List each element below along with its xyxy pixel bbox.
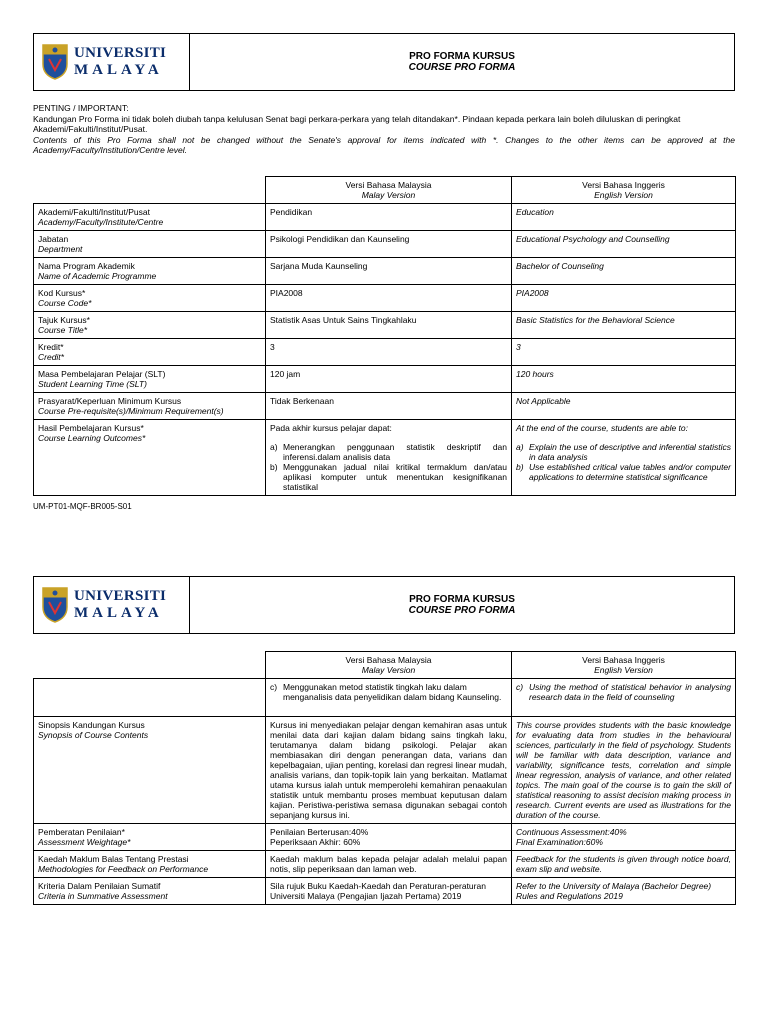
university-logo (34, 34, 190, 90)
table-row: Prasyarat/Keperluan Minimum Kursus Course Pre-requisite(s)/Minimum Requirement(s) Tidak Berkenaan Not Applicable (34, 393, 736, 420)
list-item: c) Using the method of statistical behavior in analysing research data in the field of counseling (516, 682, 731, 702)
column-header-malay: Versi Bahasa Malaysia Malay Version (266, 652, 512, 679)
important-notice (33, 103, 735, 156)
list-item: a) Explain the use of descriptive and inferential statistics in data analysis (516, 442, 731, 462)
title-english: COURSE PRO FORMA (408, 605, 516, 616)
table-row-assessment: Pemberatan Penilaian* Assessment Weightage* Penilaian Berterusan:40% Peperiksaan Akhir: 60% Continuous Assessment:40% Final Examination:60% (34, 824, 736, 851)
important-label: PENTING / IMPORTANT: (33, 103, 129, 113)
column-header-english: Versi Bahasa Inggeris English Version (512, 652, 736, 679)
table-row: Kod Kursus* Course Code* PIA2008 PIA2008 (34, 285, 736, 312)
list-item: b) Menggunakan jadual nilai kritikal termaklum dan/atau aplikasi komputer untuk menentukan kesignifikanan statistikal (270, 462, 507, 492)
title-malay: PRO FORMA KURSUS (409, 51, 515, 62)
logo-line-2: MALAYA (74, 62, 163, 78)
crest-icon (42, 587, 68, 623)
logo-line-2: MALAYA (74, 605, 163, 621)
page-header (33, 33, 735, 91)
crest-icon (42, 44, 68, 80)
logo-line-1: UNIVERSITI (74, 588, 167, 604)
table-row: Tajuk Kursus* Course Title* Statistik Asas Untuk Sains Tingkahlaku Basic Statistics for the Behavioral Science (34, 312, 736, 339)
list-item: c) Menggunakan metod statistik tingkah laku dalam menganalisis data penyelidikan dalam bidang Kaunseling. (270, 682, 502, 702)
title-english: COURSE PRO FORMA (408, 62, 516, 73)
logo-line-1: UNIVERSITI (74, 45, 167, 61)
table-row: Akademi/Fakulti/Institut/Pusat Academy/Faculty/Institute/Centre Pendidikan Education (34, 204, 736, 231)
list-item: a) Menerangkan penggunaan statistik deskriptif dan inferensi.dalam analisis data (270, 442, 507, 462)
column-header-english: Versi Bahasa Inggeris English Version (512, 177, 736, 204)
page-2 (33, 576, 735, 901)
table-row-feedback: Kaedah Maklum Balas Tentang Prestasi Methodologies for Feedback on Performance Kaedah maklum balas kepada pelajar adalah melalui papan notis, slip peperiksaan dan laman web. Feedback for the students is given through notice board, exam slip and website. (34, 851, 736, 878)
title-malay: PRO FORMA KURSUS (409, 594, 515, 605)
university-logo (34, 577, 190, 633)
page-header (33, 576, 735, 634)
table-row-synopsis: Sinopsis Kandungan Kursus Synopsis of Course Contents Kursus ini menyediakan pelajar dengan kemahiran asas untuk menilai data dari kajian dalam bidang sains tingkah laku, terutamanya dalam bidang psikologi. Pelajar akan membiasakan diri dengan penerangan data, varians dan kepelbagaian, ujian penting, korelasi dan regresi linear mudah, analisis varians, dan topik-topik lain yang berkaitan. Matlamat utama kursus ialah untuk memperolehi kemahiran penaakulan statistik untuk membantu proses membuat keputusan dalam kajian. Peristiwa-peristiwa semasa digunakan sebagai contoh sepanjang kursus ini. This course provides students with the basic knowledge for evaluating data from studies in the behavioural sciences, particularly in the field of psychology. Students will be familiar with data description, variance and variability, significance tests, correlation and simple linear regression, analysis of variance, and other related topics. The main goal of the course is to gain the skill of statistical reasoning to assist decision making process in research. Current events are used as illustrations for the duration of the course. (34, 717, 736, 824)
table-row: Kredit* Credit* 3 3 (34, 339, 736, 366)
important-text-malay: Kandungan Pro Forma ini tidak boleh diubah tanpa kelulusan Senat bagi perkara-perkara yang telah ditandakan*. Pindaan kepada perkara lain boleh diluluskan di peringkat Akademi/Fakulti/Institut/Pusat. (33, 113, 681, 134)
important-text-english: Contents of this Pro Forma shall not be changed without the Senate's approval for items indicated with *. Changes to the other items can be approved at the Academy/Faculty/Institution/Centre level. (33, 134, 735, 155)
table-row: Masa Pembelajaran Pelajar (SLT) Student Learning Time (SLT) 120 jam 120 hours (34, 366, 736, 393)
column-header-malay: Versi Bahasa Malaysia Malay Version (266, 177, 512, 204)
table-row: Nama Program Akademik Name of Academic Programme Sarjana Muda Kaunseling Bachelor of Counseling (34, 258, 736, 285)
course-table-page-1 (33, 176, 736, 496)
table-row-outcomes: Hasil Pembelajaran Kursus* Course Learning Outcomes* Pada akhir kursus pelajar dapat: a) Menerangkan penggunaan statistik deskriptif dan inferensi.dalam analisis data b) Menggunakan jadual nilai kritikal termaklum dan/atau aplikasi komputer untuk menentukan kesignifikanan statistikal At the end of the course, students are able to: a) Explain the use of descriptive and inferential statistics in data analysis b) Use established critical value tables and/or computer applications to determine statistical significance (34, 420, 736, 496)
table-row-criteria: Kriteria Dalam Penilaian Sumatif Criteria in Summative Assessment Sila rujuk Buku Kaedah-Kaedah dan Peraturan-peraturan Universiti Malaya (Pengajian Ijazah Pertama) 2019 Refer to the University of Malaya (Bachelor Degree) Rules and Regulations 2019 (34, 878, 736, 905)
table-row: Jabatan Department Psikologi Pendidikan dan Kaunseling Educational Psychology and Counselling (34, 231, 736, 258)
list-item: b) Use established critical value tables and/or computer applications to determine statistical significance (516, 462, 731, 482)
form-code: UM-PT01-MQF-BR005-S01 (33, 502, 132, 511)
course-table-page-2 (33, 651, 736, 905)
table-row-outcomes-continued (34, 679, 736, 717)
page-1 (33, 33, 735, 511)
